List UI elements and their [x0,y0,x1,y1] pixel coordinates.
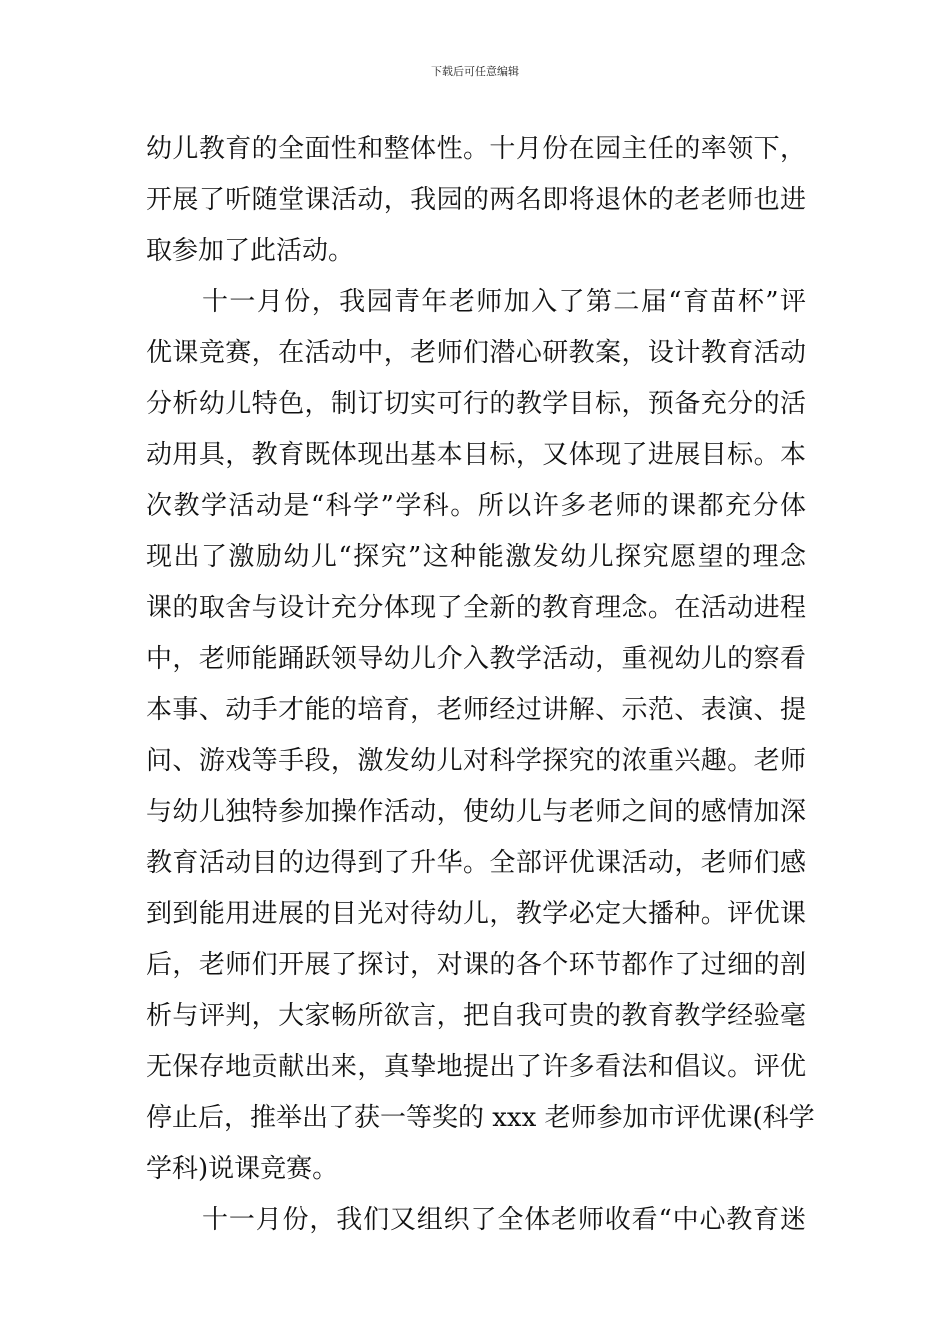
text-line: 中，老师能踊跃领导幼儿介入教学活动，重视幼儿的察看 [146,644,806,674]
text-line: 幼儿教育的全面性和整体性。十月份在园主任的率领下， [146,134,806,164]
text-line: 析与评判，大家畅所欲言，把自我可贵的教育教学经验毫 [146,1001,806,1031]
text-line: 开展了听随堂课活动，我园的两名即将退休的老老师也进 [146,185,806,215]
text-line: 与幼儿独特参加操作活动，使幼儿与老师之间的感情加深 [146,797,806,827]
text-line: 课的取舍与设计充分体现了全新的教育理念。在活动进程 [146,593,806,623]
text-line: 十一月份，我园青年老师加入了第二届“育苗杯”评 [202,287,806,317]
text-line: 分析幼儿特色，制订切实可行的教学目标，预备充分的活 [146,389,806,419]
text-line: 问、游戏等手段，激发幼儿对科学探究的浓重兴趣。老师 [146,746,806,776]
text-line: 无保存地贡献出来，真挚地提出了许多看法和倡议。评优 [146,1052,806,1082]
text-line: 后，老师们开展了探讨，对课的各个环节都作了过细的剖 [146,950,806,980]
text-line: 本事、动手才能的培育，老师经过讲解、示范、表演、提 [146,695,806,725]
text-line: 教育活动目的边得到了升华。全部评优课活动，老师们感 [146,848,806,878]
text-line: 次教学活动是“科学”学科。所以许多老师的课都充分体 [146,491,806,521]
text-line: 停止后，推举出了获一等奖的 xxx 老师参加市评优课(科学 [146,1103,815,1133]
text-line: 优课竞赛，在活动中，老师们潜心研教案，设计教育活动 [146,338,806,368]
text-line: 十一月份，我们又组织了全体老师收看“中心教育迷 [202,1205,806,1235]
text-line: 动用具，教育既体现出基本目标，又体现了进展目标。本 [146,440,806,470]
text-line: 到到能用进展的目光对待幼儿，教学必定大播种。评优课 [146,899,806,929]
document-body [146,124,815,1246]
text-line: 学科)说课竞赛。 [146,1154,339,1184]
text-line: 取参加了此活动。 [146,236,355,266]
text-line: 现出了激励幼儿“探究”这种能激发幼儿探究愿望的理念 [146,542,806,572]
page-header-note: 下载后可任意编辑 [431,65,519,78]
